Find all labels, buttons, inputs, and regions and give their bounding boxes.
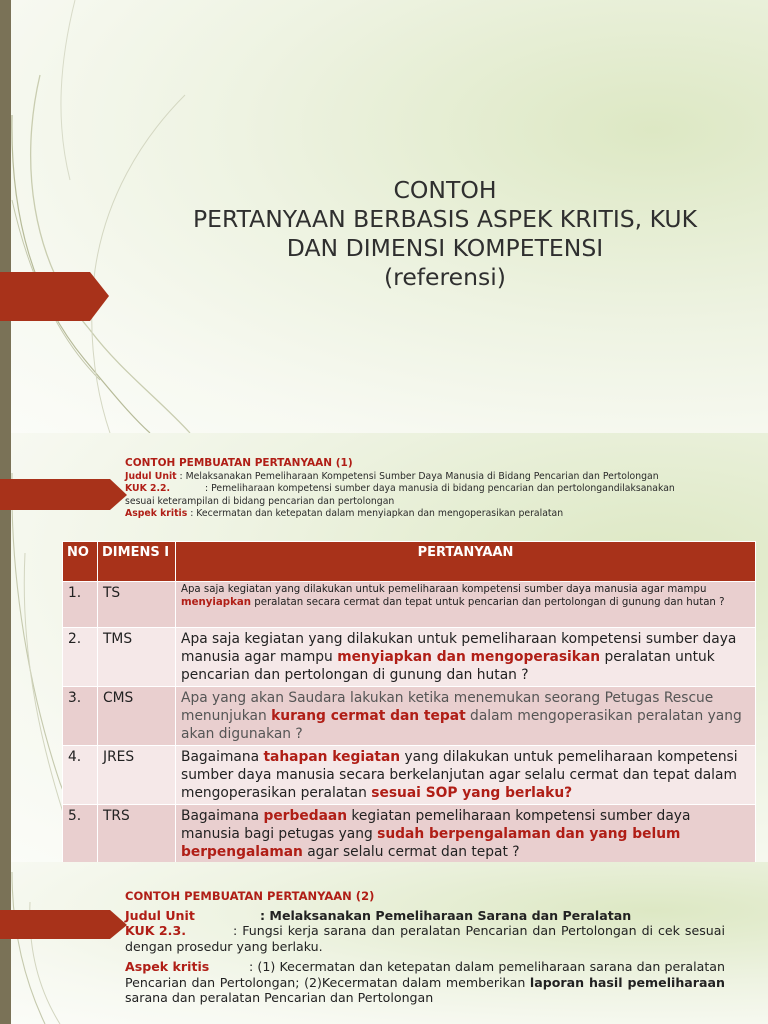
col-header-dimensi: DIMENS I — [98, 542, 176, 582]
question-text: peralatan untuk pencarian dan pertolongan di gunung dan hutan ? — [181, 649, 715, 683]
judul-unit-value: : Melaksanakan Pemeliharaan Kompetensi Sumber Daya Manusia di Bidang Pencarian dan Pertolongan — [176, 470, 659, 482]
row-dimensi: TS — [98, 582, 176, 628]
row-dimensi: TMS — [98, 628, 176, 687]
aspek-kritis-label: Aspek kritis — [125, 959, 210, 974]
table-row — [63, 805, 756, 863]
row-no: 5. — [63, 805, 98, 863]
unit-info — [125, 457, 735, 521]
aspek-kritis-line — [125, 959, 725, 1006]
row-question — [176, 746, 756, 805]
table-row — [63, 687, 756, 746]
question-text: Bagaimana — [181, 749, 264, 765]
table-row — [63, 582, 756, 628]
table-row — [63, 746, 756, 805]
left-accent-bar — [0, 0, 11, 433]
row-question — [176, 687, 756, 746]
aspek-kritis-label: Aspek kritis — [125, 508, 188, 520]
title-line-3: DAN DIMENSI KOMPETENSI — [286, 234, 604, 262]
row-no: 4. — [63, 746, 98, 805]
kuk-line — [125, 923, 725, 954]
row-no: 1. — [63, 582, 98, 628]
title-line-2: PERTANYAAN BERBASIS ASPEK KRITIS, KUK — [192, 205, 698, 233]
arrow-tab-marker — [0, 479, 128, 511]
judul-unit-line — [125, 471, 735, 484]
question-text: dalam mengoperasikan peralatan yang akan digunakan ? — [181, 708, 742, 742]
question-text: Apa saja kegiatan yang dilakukan untuk pemeliharaan kompetensi sumber daya manusia agar mampu — [181, 631, 737, 665]
row-dimensi: JRES — [98, 746, 176, 805]
aspek-kritis-text: : (1) Kecermatan dan ketepatan dalam pemeliharaan sarana dan peralatan Pencarian dan Pertolongan; (2)Kecermatan dalam memberikan — [125, 959, 725, 990]
row-no: 3. — [63, 687, 98, 746]
title-slide — [0, 0, 768, 433]
kuk-value: : Fungsi kerja sarana dan peralatan Pencarian dan Pertolongan di cek sesuai dengan prosedur yang berlaku. — [125, 923, 725, 954]
example-slide-1 — [0, 433, 768, 862]
row-question — [176, 805, 756, 863]
title-line-1: CONTOH — [393, 176, 497, 204]
question-highlight: perbedaan — [263, 808, 348, 824]
example-heading: CONTOH PEMBUATAN PERTANYAAN (1) — [125, 457, 353, 469]
slide-title — [150, 176, 740, 292]
kuk-value: : Pemeliharaan kompetensi sumber daya manusia di bidang pencarian dan pertolongandilaksanakan — [205, 483, 675, 495]
row-dimensi: CMS — [98, 687, 176, 746]
example-heading: CONTOH PEMBUATAN PERTANYAAN (2) — [125, 889, 375, 903]
row-question — [176, 582, 756, 628]
question-highlight: tahapan kegiatan — [263, 749, 401, 765]
example-slide-2 — [0, 862, 768, 1024]
arrow-tab-marker — [0, 910, 128, 940]
aspek-kritis-line — [125, 508, 735, 521]
question-highlight: sudah berpengalaman dan yang belum berpengalaman — [181, 826, 681, 860]
row-no: 2. — [63, 628, 98, 687]
question-text: peralatan secara cermat dan tepat untuk pencarian dan pertolongan di gunung dan hutan ? — [250, 596, 725, 608]
unit-info — [125, 889, 725, 1006]
question-highlight: sesuai SOP yang berlaku? — [371, 785, 573, 801]
row-dimensi: TRS — [98, 805, 176, 863]
judul-unit-line — [125, 908, 725, 924]
question-text: Apa yang akan Saudara lakukan ketika menemukan seorang Petugas Rescue menunjukan — [181, 690, 714, 724]
kuk-label: KUK 2.3. — [125, 923, 187, 938]
kuk-line — [125, 483, 735, 496]
judul-unit-label: Judul Unit — [125, 907, 195, 923]
table-row — [63, 628, 756, 687]
left-accent-bar — [0, 862, 11, 1024]
questions-table — [62, 541, 756, 862]
kuk-label: KUK 2.2. — [125, 483, 171, 495]
question-text: Bagaimana — [181, 808, 264, 824]
question-text: kegiatan pemeliharaan kompetensi sumber daya manusia bagi petugas yang — [181, 808, 691, 842]
kuk-line-2 — [125, 496, 735, 509]
kuk-value-2: sesuai keterampilan di bidang pencarian dan pertolongan — [125, 495, 395, 507]
question-highlight: menyiapkan dan mengoperasikan — [337, 649, 601, 665]
judul-unit-label: Judul Unit — [125, 470, 177, 482]
title-line-4: (referensi) — [384, 263, 506, 291]
col-header-no: NO — [63, 542, 98, 582]
question-text: Apa saja kegiatan yang dilakukan untuk pemeliharaan kompetensi sumber daya manusia agar mampu — [181, 584, 707, 595]
aspek-kritis-bold: laporan hasil pemeliharaan — [529, 974, 725, 990]
question-highlight: menyiapkan — [181, 596, 251, 608]
question-text: agar selalu cermat dan tepat ? — [302, 844, 520, 860]
aspek-kritis-text-end: sarana dan peralatan Pencarian dan Pertolongan — [125, 990, 434, 1005]
aspek-kritis-value: : Kecermatan dan ketepatan dalam menyiapkan dan mengoperasikan peralatan — [187, 508, 564, 520]
row-question — [176, 628, 756, 687]
judul-unit-value: : Melaksanakan Pemeliharaan Sarana dan Peralatan — [260, 907, 632, 923]
arrow-tab-marker — [0, 272, 110, 322]
col-header-pertanyaan: PERTANYAAN — [176, 542, 756, 582]
question-highlight: kurang cermat dan tepat — [271, 708, 466, 724]
question-text: yang dilakukan untuk pemeliharaan kompetensi sumber daya manusia secara berkelanjutan agar selalu cermat dan tepat dalam mengoperasikan peralatan — [181, 749, 738, 801]
